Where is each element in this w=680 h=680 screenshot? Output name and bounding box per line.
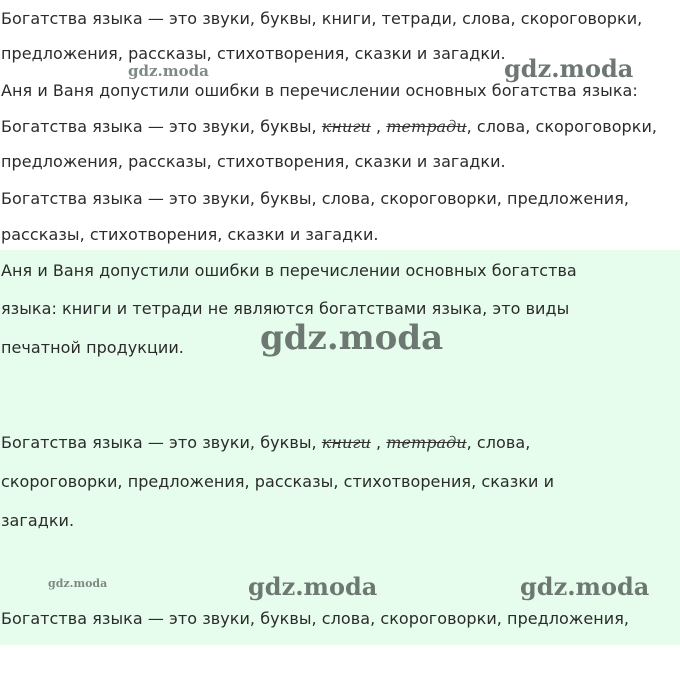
struck-word: книги (321, 433, 371, 452)
struck-word: книги (321, 117, 371, 136)
watermark: gdz.moda (248, 572, 378, 601)
watermark: gdz.moda (128, 62, 209, 80)
text-fragment: , слова, (466, 433, 531, 452)
text-fragment: Богатства языка — это звуки, буквы, (1, 117, 317, 136)
text-line-with-corrections (1, 117, 657, 137)
answer-line: Аня и Ваня допустили ошибки в перечислении основных богатства (1, 261, 577, 280)
struck-word: тетради (386, 433, 467, 452)
text-line: Аня и Ваня допустили ошибки в перечислении основных богатства языка: (1, 81, 638, 100)
answer-line: загадки. (1, 511, 75, 530)
text-line: предложения, рассказы, стихотворения, сказки и загадки. (1, 44, 506, 63)
separator: , (375, 433, 382, 452)
text-line: предложения, рассказы, стихотворения, сказки и загадки. (1, 152, 506, 171)
watermark: gdz.moda (520, 572, 650, 601)
watermark: gdz.moda (504, 54, 634, 83)
answer-line: языка: книги и тетради не являются богатствами языка, это виды (1, 299, 570, 318)
answer-line-with-corrections (1, 433, 530, 453)
text-line: Богатства языка — это звуки, буквы, книги, тетради, слова, скороговорки, (1, 9, 643, 28)
answer-line: Богатства языка — это звуки, буквы, слова, скороговорки, предложения, (1, 609, 630, 628)
struck-word: тетради (386, 117, 467, 136)
watermark: gdz.moda (48, 577, 108, 590)
answer-line: печатной продукции. (1, 338, 184, 357)
text-line: рассказы, стихотворения, сказки и загадки. (1, 225, 379, 244)
answer-line: скороговорки, предложения, рассказы, стихотворения, сказки и (1, 472, 555, 491)
text-line: Богатства языка — это звуки, буквы, слова, скороговорки, предложения, (1, 189, 630, 208)
text-fragment: , слова, скороговорки, (466, 117, 658, 136)
separator: , (375, 117, 382, 136)
text-fragment: Богатства языка — это звуки, буквы, (1, 433, 317, 452)
watermark: gdz.moda (260, 318, 444, 358)
